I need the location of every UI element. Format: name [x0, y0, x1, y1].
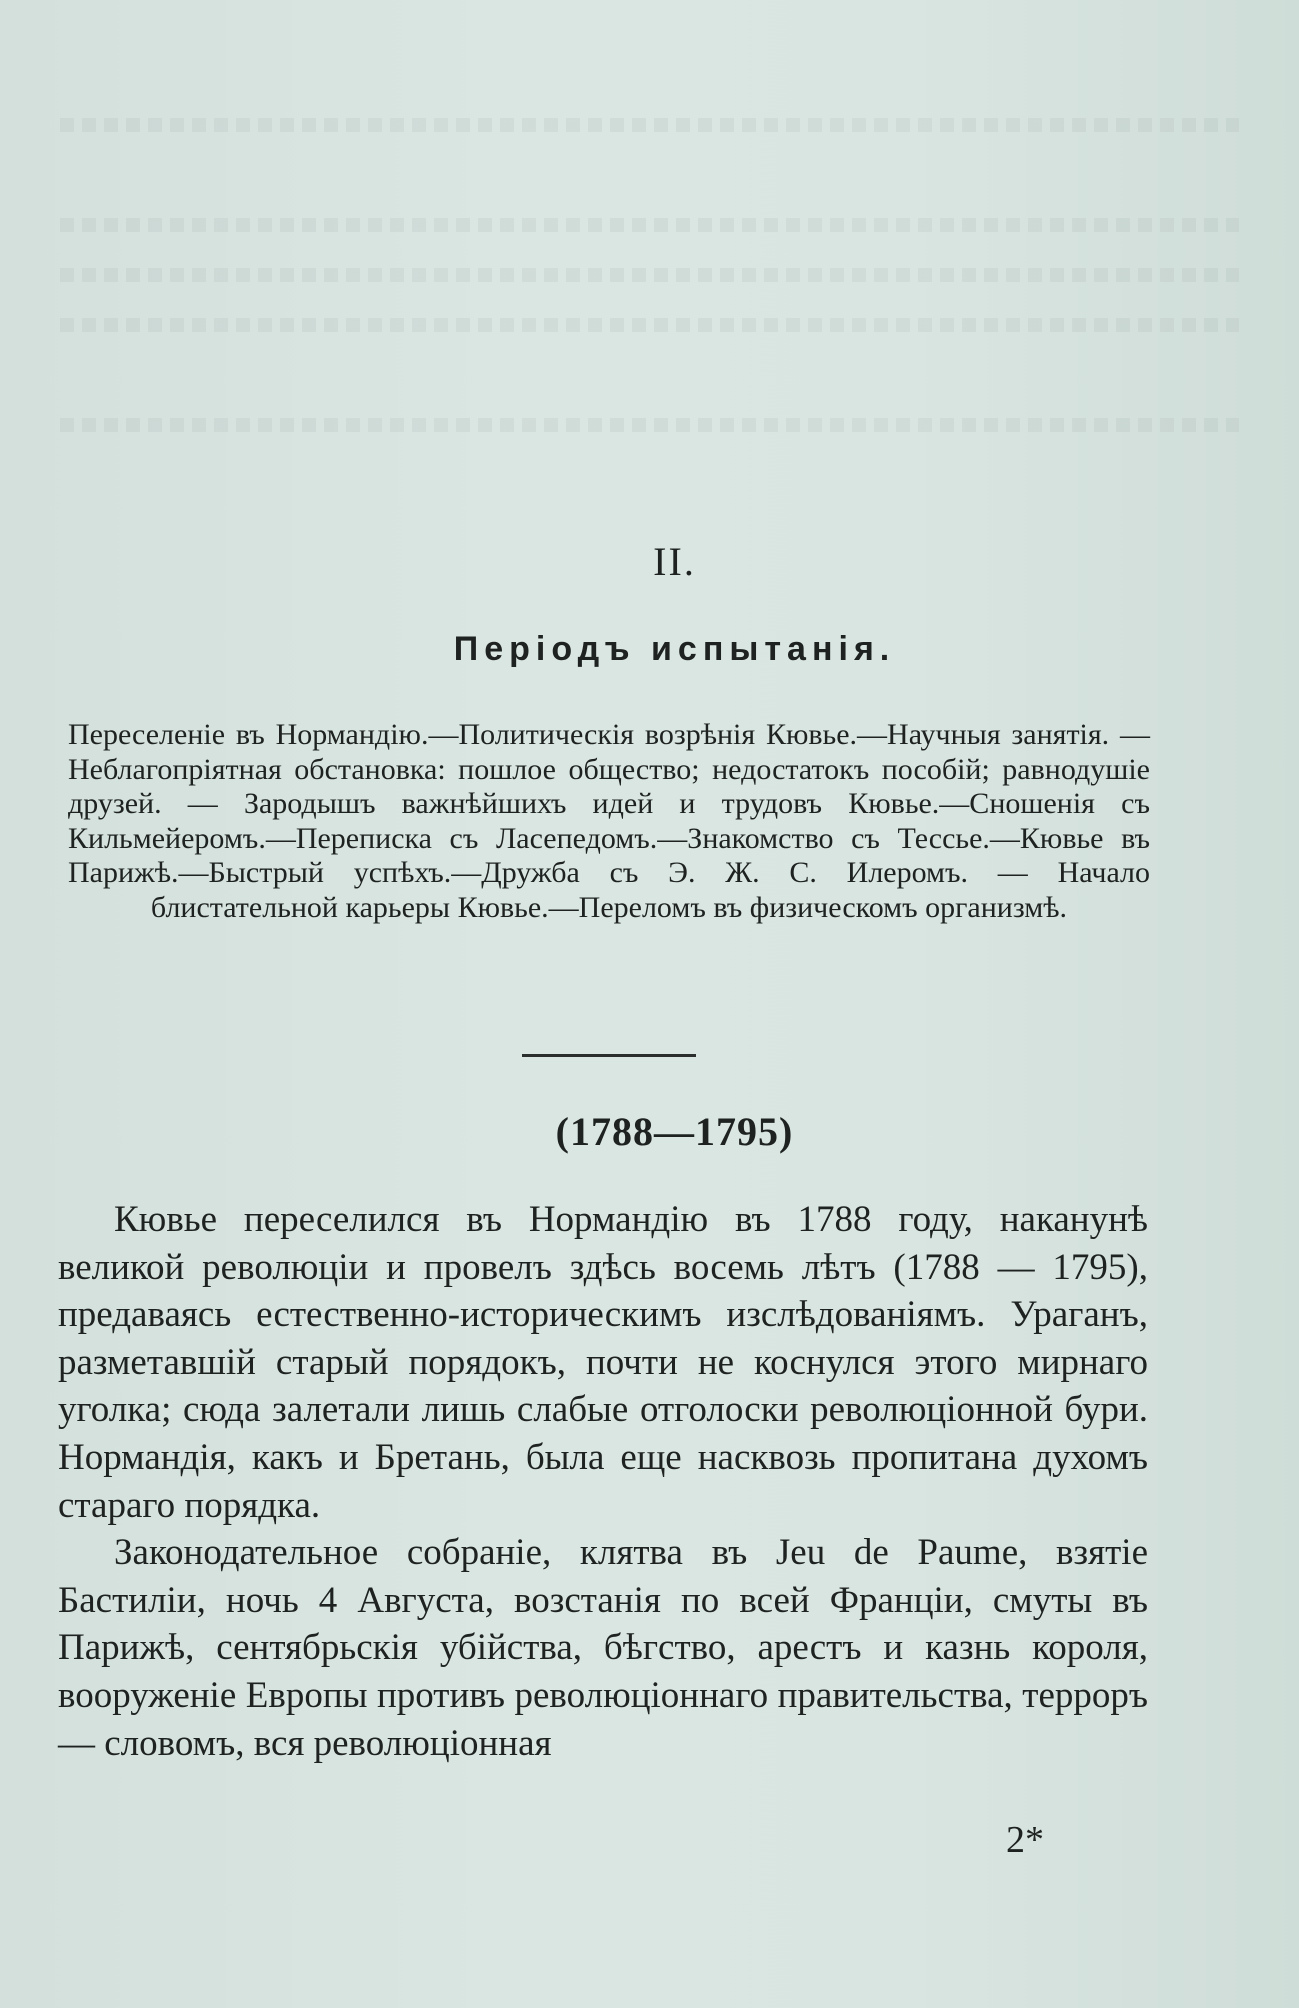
- chapter-title: Періодъ испытанія.: [453, 630, 896, 668]
- body-paragraph: Кювье переселился въ Нормандію въ 1788 году, наканунѣ великой революціи и провелъ здѣсь восемь лѣтъ (1788 — 1795), предаваясь естественно-историческимъ изслѣдованіямъ. Ураганъ, разметавшій старый порядокъ, почти не коснулся этого мирнаго уголка; сюда залетали лишь слабые отголоски революціонной бури. Нормандія, какъ и Бретань, была еще насквозь пропитана духомъ стараго порядка.: [58, 1199, 1148, 1526]
- page-marker: 2*: [1006, 1819, 1044, 1861]
- chapter-body: [58, 1196, 1148, 1767]
- body-paragraph: Законодательное собраніе, клятва въ Jeu de Paume, взятіе Бастиліи, ночь 4 Августа, возстанія по всей Франціи, смуты въ Парижѣ, сентябрьскія убійства, бѣгство, арестъ и казнь короля, вооруженіе Европы противъ революціоннаго правительства, терроръ — словомъ, вся революціонная: [58, 1532, 1148, 1764]
- bleed-through-text: [60, 118, 1239, 132]
- bleed-through-text: [60, 218, 1239, 232]
- bleed-through-text: [60, 318, 1239, 332]
- section-divider: [522, 1054, 696, 1057]
- chapter-numeral: II.: [653, 539, 696, 584]
- bleed-through-text: [60, 268, 1239, 282]
- chapter-summary: Переселеніе въ Нормандію.—Политическія возрѣнія Кювье.—Научныя занятія. — Неблагопріятная обстановка: пошлое общество; недостатокъ пособій; равнодушіе друзей. — Зародышъ важнѣйшихъ идей и трудовъ Кювье.—Сношенія съ Кильмейеромъ.—Переписка съ Ласепедомъ.—Знакомство съ Тессье.—Кювье въ Парижѣ.—Быстрый успѣхъ.—Дружба съ Э. Ж. С. Илеромъ. — Начало блистательной карьеры Кювье.—Переломъ въ физическомъ организмѣ.: [68, 718, 1150, 924]
- chapter-years: (1788—1795): [555, 1109, 794, 1154]
- bleed-through-text: [60, 418, 1239, 432]
